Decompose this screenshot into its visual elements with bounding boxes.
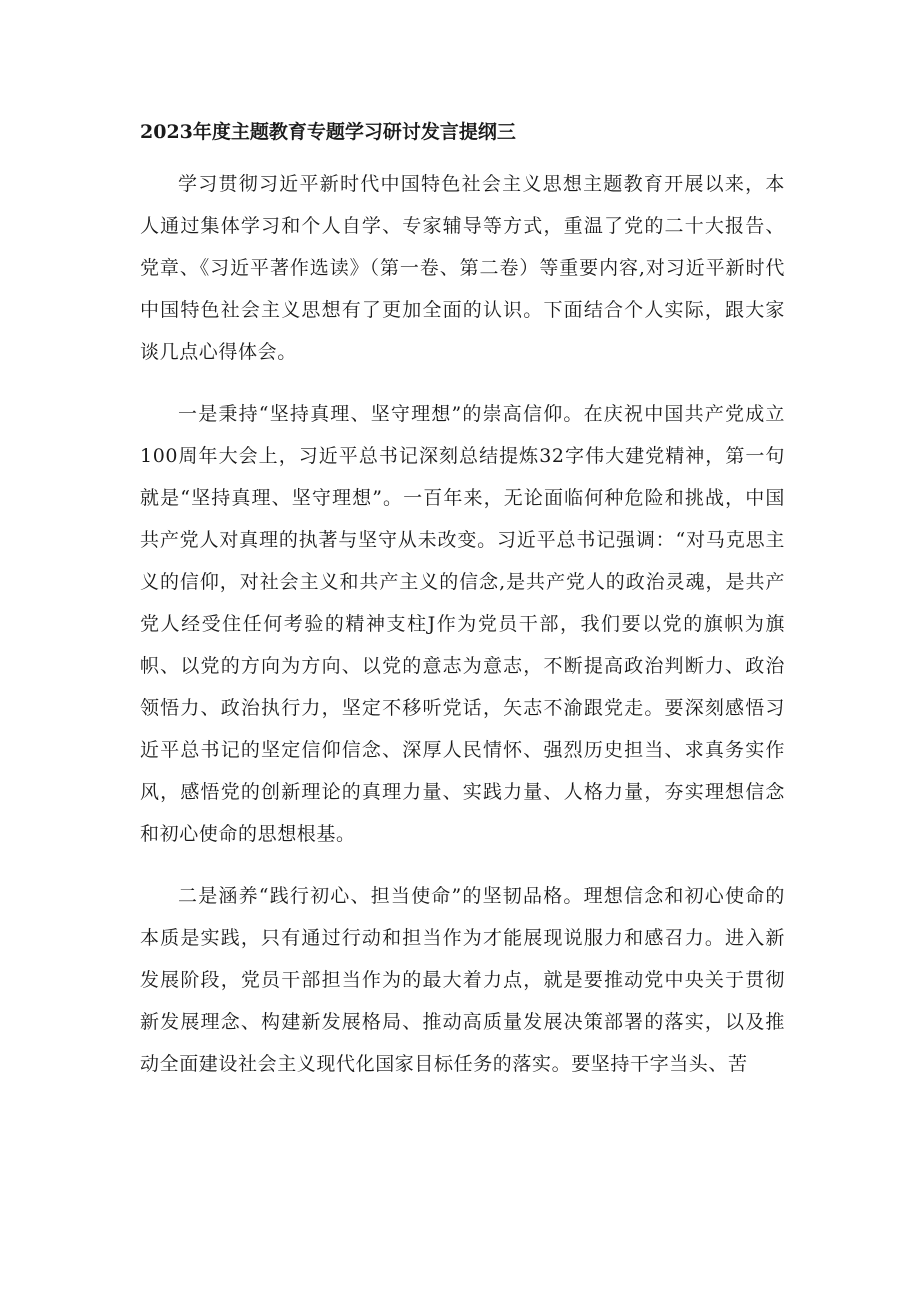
document-title: 2023年度主题教育专题学习研讨发言提纲三 bbox=[140, 121, 516, 143]
paragraph-point-one: 一是秉持“坚持真理、坚守理想”的崇高信仰。在庆祝中国共产党成立100周年大会上，习近平总书记深刻总结提炼32字伟大建党精神，第一句就是“坚持真理、坚守理想”。一百年来，无论面临何种危险和挑战，中国共产党人对真理的执著与坚守从未改变。习近平总书记强调：“对马克思主义的信仰，对社会主义和共产主义的信念,是共产党人的政治灵魂，是共产党人经受住任何考验的精神支柱J作为党员干部，我们要以党的旗帜为旗帜、以党的方向为方向、以党的意志为意志，不断提高政治判断力、政治领悟力、政治执行力，坚定不移听党话，矢志不渝跟党走。要深刻感悟习近平总书记的坚定信仰信念、深厚人民情怀、强烈历史担当、求真务实作风，感悟党的创新理论的真理力量、实践力量、人格力量，夯实理想信念和初心使命的思想根基。 bbox=[140, 403, 785, 845]
document-body bbox=[140, 163, 785, 1105]
paragraph-intro: 学习贯彻习近平新时代中国特色社会主义思想主题教育开展以来，本人通过集体学习和个人自学、专家辅导等方式，重温了党的二十大报告、党章、《习近平著作选读》（第一卷、第二卷）等重要内容,对习近平新时代中国特色社会主义思想有了更加全面的认识。下面结合个人实际，跟大家谈几点心得体会。 bbox=[140, 173, 785, 363]
paragraph-point-two: 二是涵养“践行初心、担当使命”的坚韧品格。理想信念和初心使命的本质是实践，只有通过行动和担当作为才能展现说服力和感召力。进入新发展阶段，党员干部担当作为的最大着力点，就是要推动党中央关于贯彻新发展理念、构建新发展格局、推动高质量发展决策部署的落实，以及推动全面建设社会主义现代化国家目标任务的落实。要坚持干字当头、苦 bbox=[140, 885, 785, 1075]
